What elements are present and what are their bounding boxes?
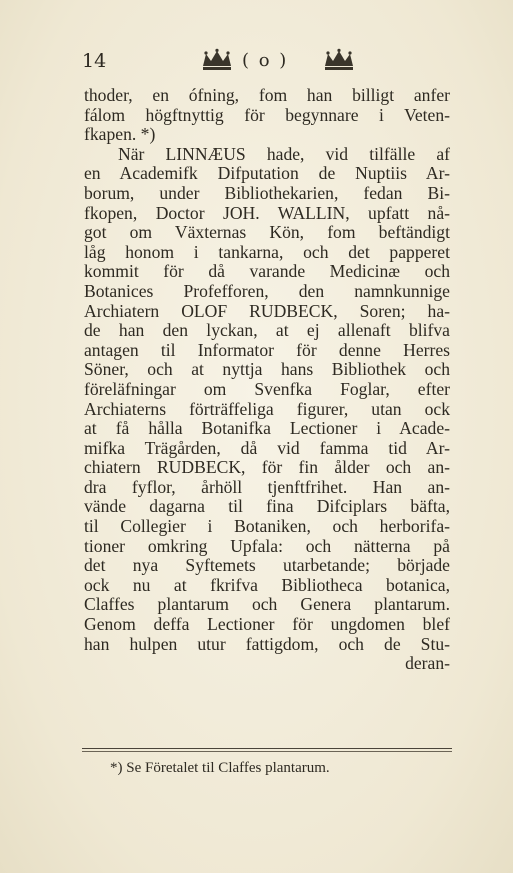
crown-ornament-icon: [200, 48, 234, 72]
text-line: låg honom i tankarna, och det papperet: [84, 241, 450, 262]
text-line: föreläfningar om Svenfka Foglar, efter: [84, 378, 450, 399]
text-line: det nya Syftemets utarbetande; började: [84, 555, 450, 576]
page-header: [82, 48, 442, 76]
text-line: fkapen. *): [84, 124, 156, 145]
text-line: dra fyflor, århöll tjenftfrihet. Han an-: [84, 476, 450, 497]
signature-mark: ( o ): [242, 50, 289, 71]
crown-ornament-icon: [322, 48, 356, 72]
text-line: borum, under Bibliothekarien, fedan Bi-: [84, 182, 450, 203]
text-line: tioner omkring Upfala: och nätterna på: [84, 535, 450, 556]
text-line: antagen til Informator för denne Herres: [84, 339, 450, 360]
text-line: kommit för då varande Medicinæ och: [84, 261, 450, 282]
page-number: 14: [82, 50, 107, 72]
footnote-rule: [82, 751, 452, 752]
text-line: ock nu at fkrifva Bibliotheca botanica,: [84, 574, 450, 595]
catchword: deran-: [405, 653, 450, 674]
text-line: at få hålla Botanifka Lectioner i Acade-: [84, 418, 450, 439]
text-line: Archiaterns förträffeliga figurer, utan ock: [84, 398, 450, 419]
text-line: chiatern RUDBECK, för fin ålder och an-: [84, 457, 450, 478]
text-line: thoder, en ófning, fom han billigt anfer: [84, 85, 450, 105]
footnote-rule: [82, 748, 452, 749]
text-line: got om Växternas Kön, fom beftändigt: [84, 222, 450, 243]
text-line: När LINNÆUS hade, vid tilfälle af: [118, 143, 450, 164]
text-line: Botanices Profefforen, den namnkunnige: [84, 280, 450, 301]
text-line: fálom högftnyttig för begynnare i Veten-: [84, 104, 450, 125]
text-line: han hulpen utur fattigdom, och de Stu-: [84, 633, 450, 654]
text-line: de han den lyckan, at ej allenaft blifva: [84, 320, 450, 341]
text-line: en Academifk Difputation de Nuptiis Ar-: [84, 163, 450, 184]
text-line: Archiatern OLOF RUDBECK, Soren; ha-: [84, 300, 450, 321]
text-line: Claffes plantarum och Genera plantarum.: [84, 594, 450, 615]
text-line: mifka Trägården, då vid famma tid Ar-: [84, 437, 450, 458]
text-line: til Collegier i Botaniken, och herborifa-: [84, 516, 450, 537]
text-line: Söner, och at nyttja hans Bibliothek och: [84, 359, 450, 380]
body-text: [84, 86, 450, 674]
text-line: fkopen, Doctor JOH. WALLIN, upfatt nå-: [84, 202, 450, 223]
footnote: *) Se Företalet til Claffes plantarum.: [110, 760, 330, 776]
text-line: vände dagarna til fina Difciplars bäfta,: [84, 496, 450, 517]
text-line: Genom deffa Lectioner för ungdomen blef: [84, 614, 450, 635]
